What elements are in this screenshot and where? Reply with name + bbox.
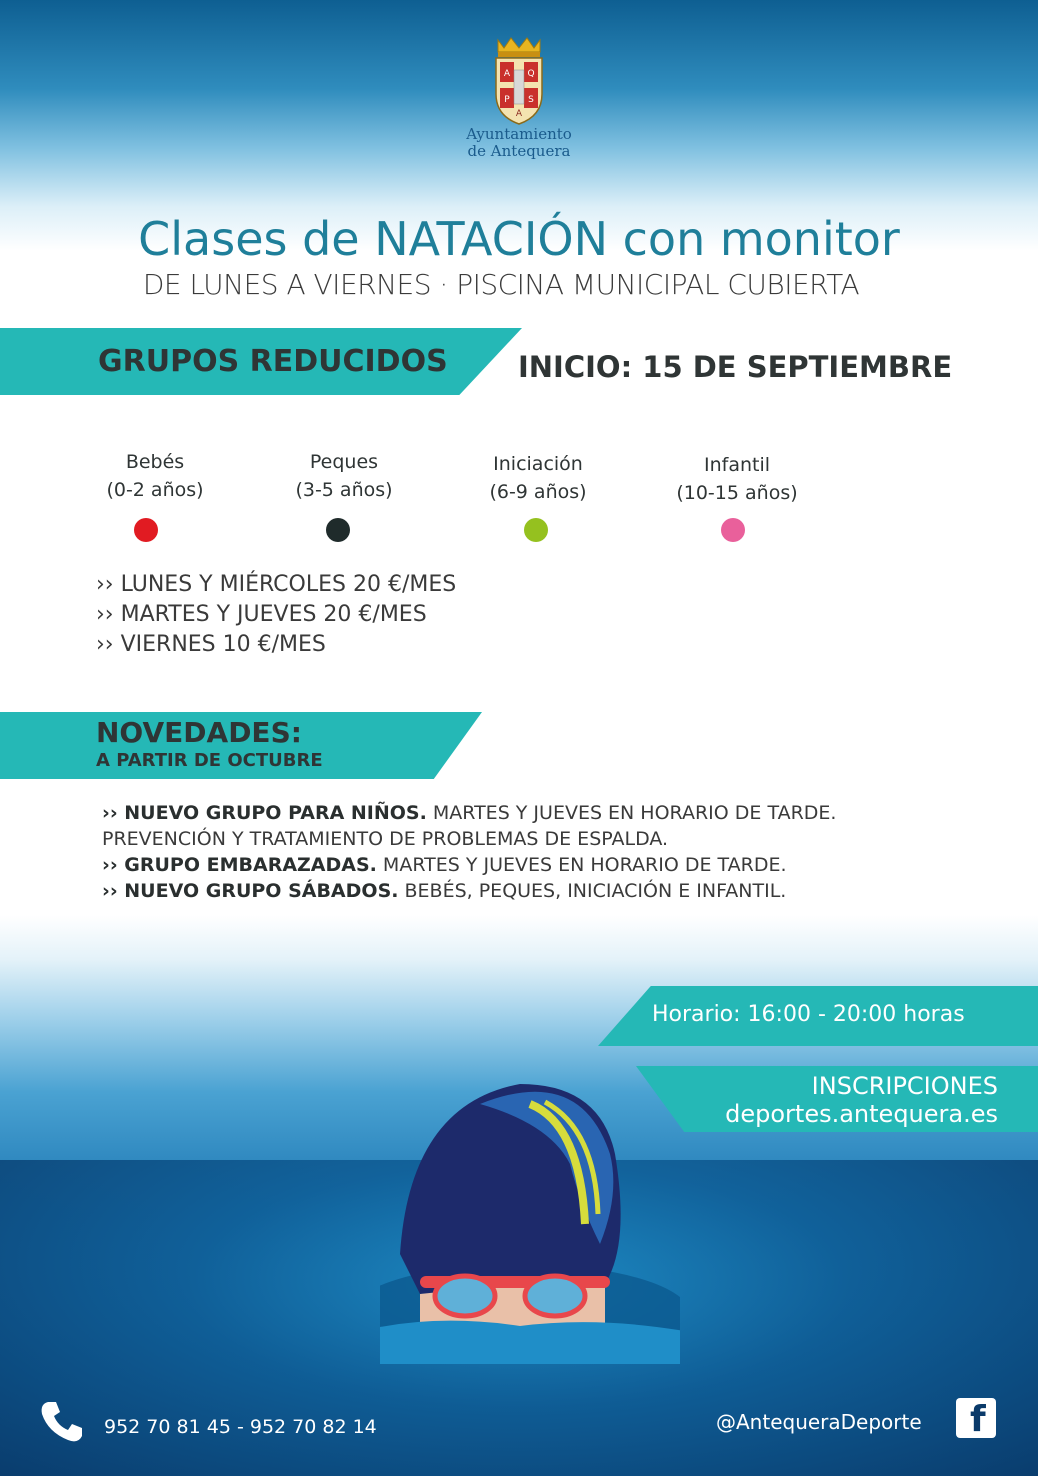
group-color-dot: [134, 518, 158, 542]
news-item-bold: ›› NUEVO GRUPO SÁBADOS.: [102, 880, 399, 902]
group-name: Bebés: [125, 451, 185, 473]
group-iniciacion: [453, 450, 623, 506]
news-item-text: MARTES Y JUEVES EN HORARIO DE TARDE.: [426, 802, 837, 824]
group-color-dot: [524, 518, 548, 542]
news-item-text: MARTES Y JUEVES EN HORARIO DE TARDE.: [376, 854, 787, 876]
group-color-dot: [721, 518, 745, 542]
group-peques: [259, 448, 429, 504]
page-title: Clases de NATACIÓN con monitor: [138, 212, 900, 266]
shield-letter: A: [515, 109, 523, 119]
group-ages: (0-2 años): [106, 479, 204, 501]
inscriptions-link[interactable]: deportes.antequera.es: [725, 1100, 998, 1128]
group-ages: (10-15 años): [676, 482, 798, 504]
coat-of-arms-icon: [484, 36, 554, 126]
news-item: [102, 828, 668, 850]
shield-letter: P: [504, 95, 510, 105]
shield-letter: Q: [527, 69, 535, 79]
price-line: ›› VIERNES 10 €/MES: [96, 632, 326, 657]
group-name: Iniciación: [493, 453, 583, 475]
logo-line-2: de Antequera: [467, 142, 571, 160]
logo-line-1: Ayuntamiento: [466, 125, 572, 143]
start-date: INICIO: 15 DE SEPTIEMBRE: [518, 350, 953, 384]
news-item-text: PREVENCIÓN Y TRATAMIENTO DE PROBLEMAS DE ESPALDA.: [102, 828, 669, 850]
inscriptions-title: INSCRIPCIONES: [811, 1072, 998, 1100]
price-line: ›› MARTES Y JUEVES 20 €/MES: [96, 602, 427, 627]
groups-banner-label: GRUPOS REDUCIDOS: [98, 344, 448, 379]
page-subtitle: DE LUNES A VIERNES · PISCINA MUNICIPAL CUBIERTA: [142, 268, 860, 301]
shield-letter: A: [503, 69, 511, 79]
news-title: NOVEDADES:: [96, 716, 302, 749]
group-color-dot: [326, 518, 350, 542]
group-ages: (6-9 años): [489, 481, 587, 503]
municipal-logo: [454, 36, 584, 160]
group-ages: (3-5 años): [295, 479, 393, 501]
phone-numbers[interactable]: 952 70 81 45 - 952 70 82 14: [104, 1416, 377, 1438]
news-item-bold: ›› NUEVO GRUPO PARA NIÑOS.: [102, 802, 427, 824]
news-item-bold: ›› GRUPO EMBARAZADAS.: [102, 854, 377, 876]
group-name: Peques: [309, 451, 379, 473]
group-bebes: [70, 448, 240, 504]
price-line: ›› LUNES Y MIÉRCOLES 20 €/MES: [96, 572, 457, 597]
social-handle[interactable]: @AntequeraDeporte: [716, 1410, 922, 1434]
schedule-text: Horario: 16:00 - 20:00 horas: [652, 1002, 965, 1027]
facebook-letter: f: [970, 1399, 986, 1440]
news-item: [102, 854, 787, 876]
news-subtitle: A PARTIR DE OCTUBRE: [96, 750, 323, 771]
news-item: [102, 802, 836, 824]
phone-icon: [38, 1398, 86, 1446]
news-item: [102, 880, 786, 902]
facebook-icon[interactable]: [956, 1398, 996, 1438]
news-item-text: BEBÉS, PEQUES, INICIACIÓN E INFANTIL.: [398, 880, 787, 902]
swimmer-illustration: [380, 1044, 680, 1364]
group-name: Infantil: [703, 454, 771, 476]
shield-letter: S: [528, 95, 534, 105]
group-infantil: [652, 451, 822, 507]
